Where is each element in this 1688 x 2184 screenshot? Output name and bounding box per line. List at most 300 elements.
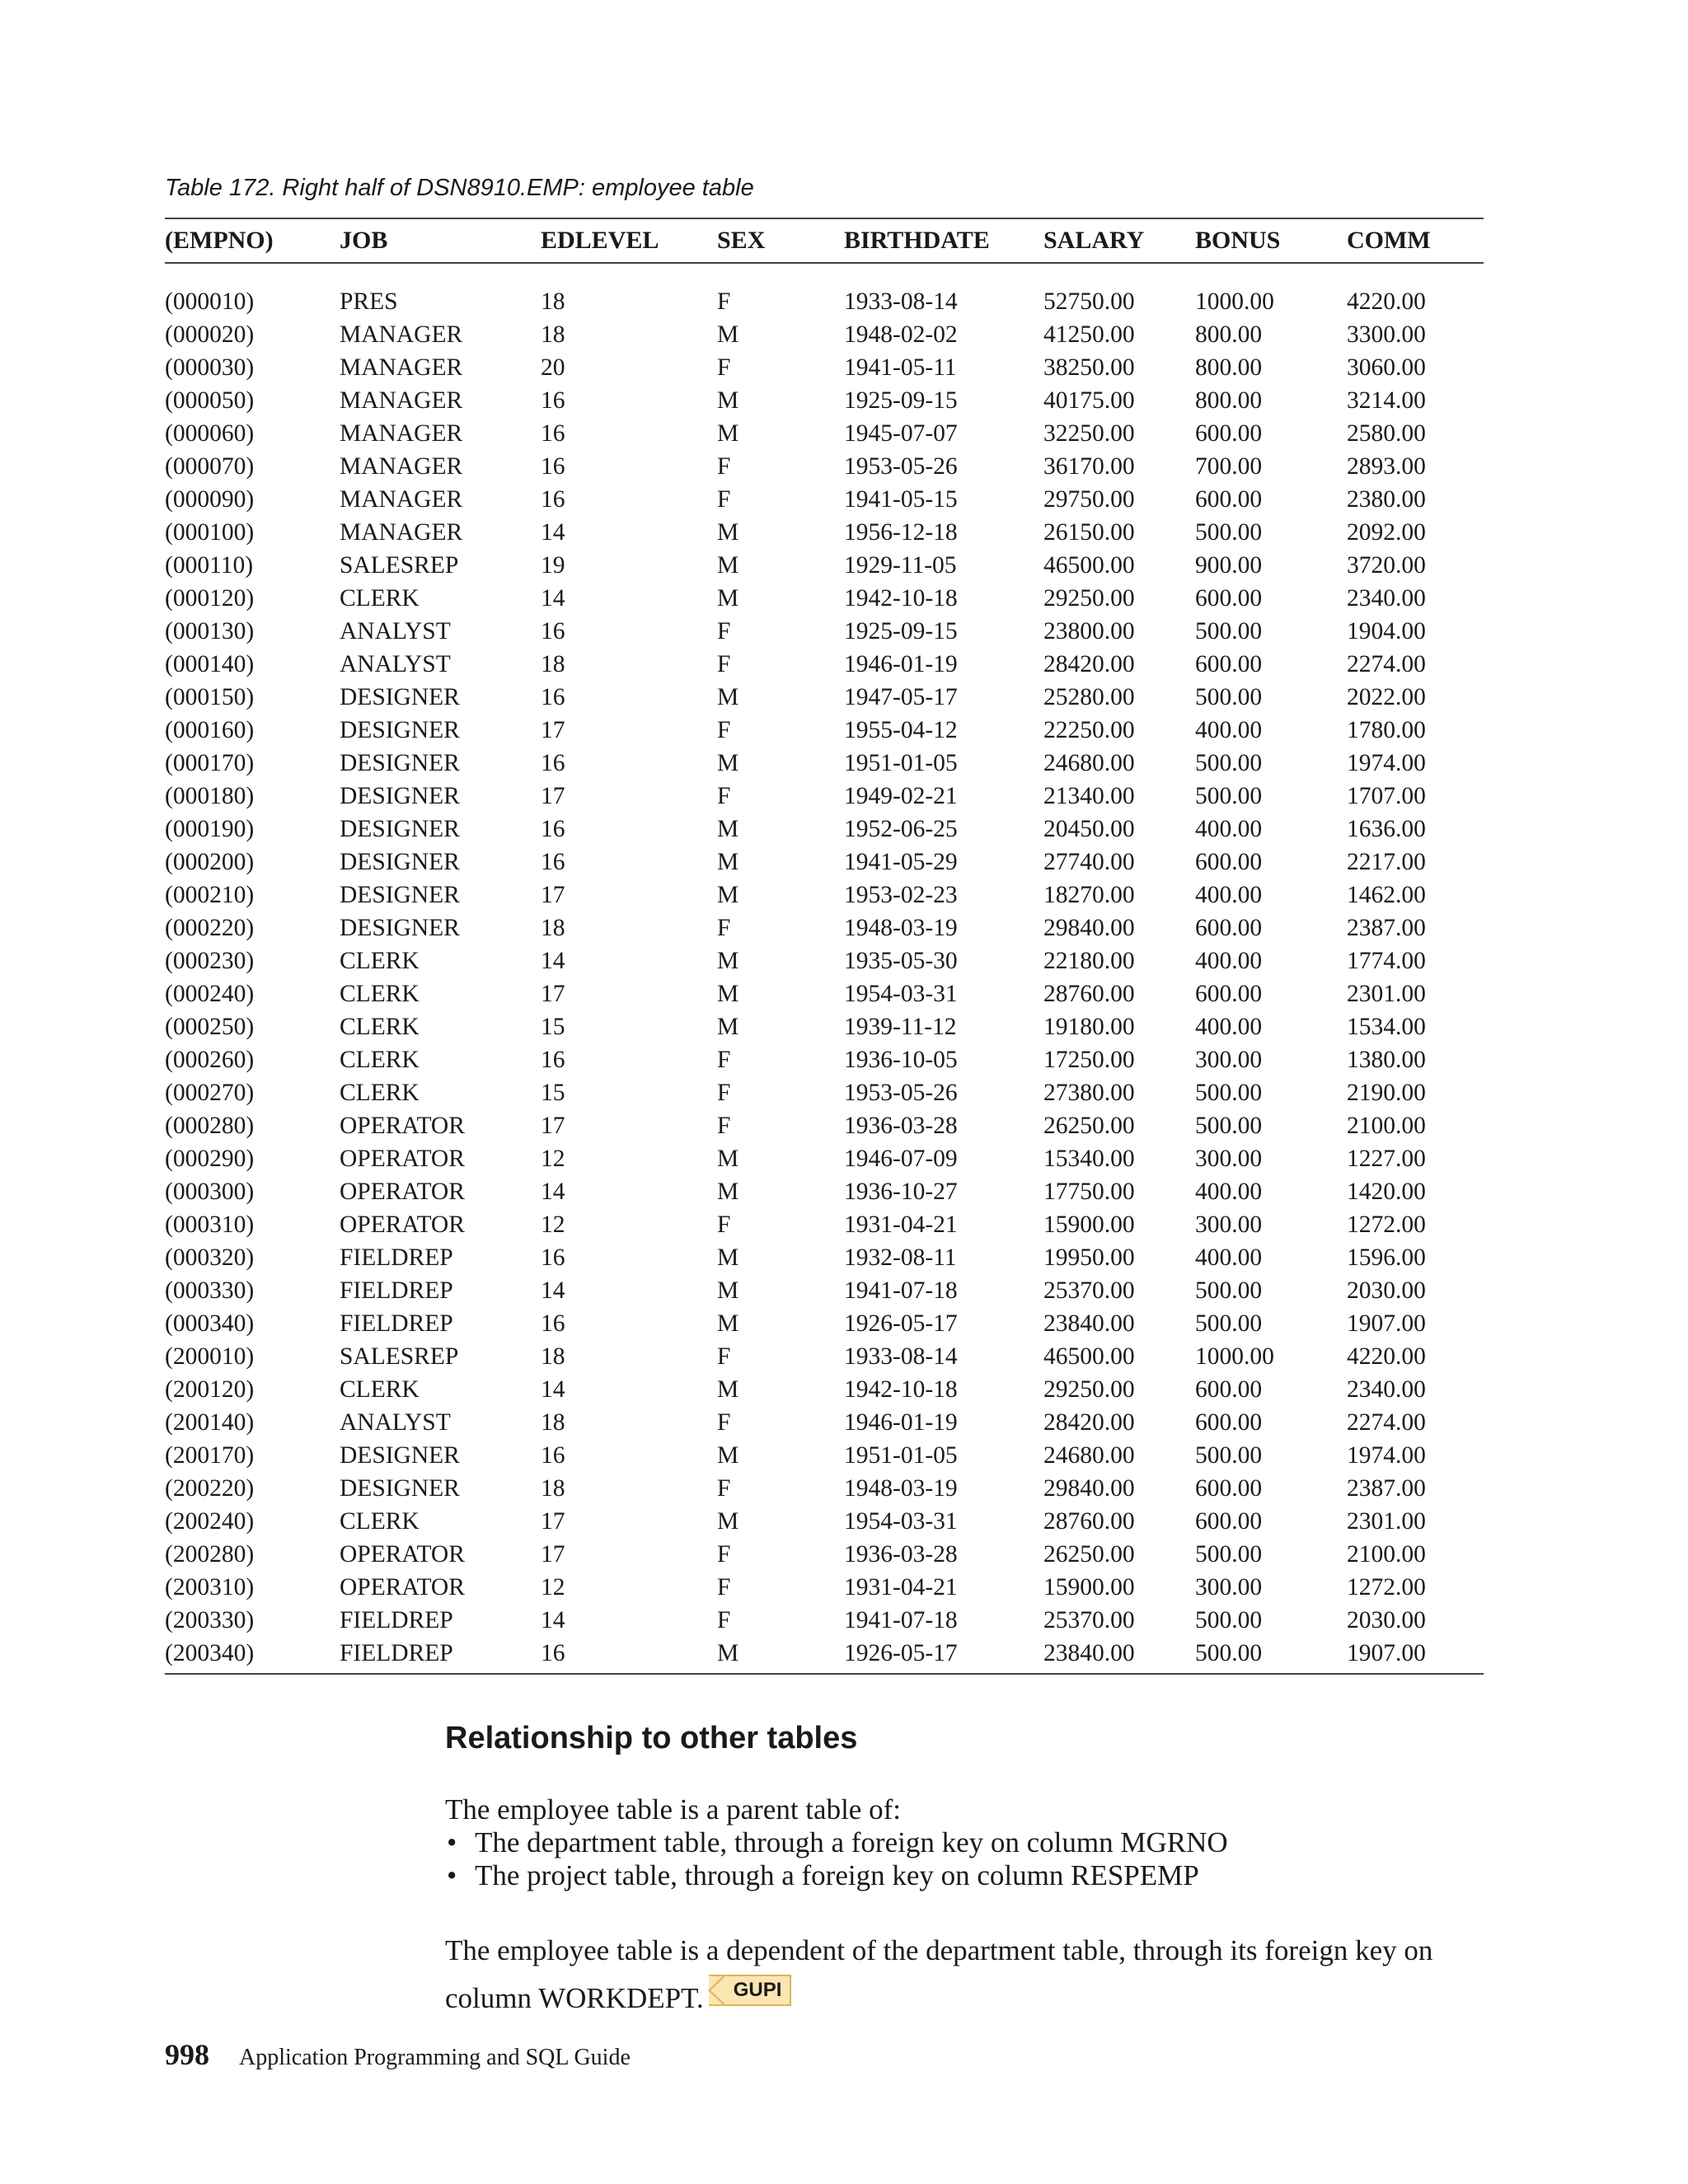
table-cell: OPERATOR: [340, 1113, 465, 1139]
table-cell: MANAGER: [340, 387, 463, 414]
table-row: [165, 1109, 1484, 1142]
table-row: [165, 1439, 1484, 1472]
table-row: [165, 417, 1484, 450]
spacer-cell: [165, 263, 1484, 285]
table-cell: 600.00: [1195, 915, 1263, 941]
table-cell: M: [717, 816, 739, 842]
table-cell: 600.00: [1195, 1508, 1263, 1535]
table-cell: 16: [541, 486, 565, 513]
table-row: [165, 780, 1484, 813]
column-header: EDLEVEL: [541, 218, 717, 263]
table-cell: (000290): [165, 1146, 255, 1172]
table-cell: 16: [541, 1310, 565, 1337]
table-spacer-row: [165, 263, 1484, 285]
table-row: [165, 1637, 1484, 1674]
table-cell: M: [717, 519, 739, 546]
table-cell: 1941-05-15: [844, 486, 958, 513]
list-item-text: The department table, through a foreign key on column MGRNO: [475, 1826, 1228, 1858]
table-cell: 24680.00: [1043, 750, 1135, 776]
table-cell: 1707.00: [1347, 783, 1426, 809]
table-row: [165, 549, 1484, 582]
table-cell: DESIGNER: [340, 915, 460, 941]
table-cell: 1931-04-21: [844, 1574, 958, 1601]
table-cell: 1000.00: [1195, 288, 1274, 315]
table-cell: 19950.00: [1043, 1244, 1135, 1271]
table-cell: 1936-10-27: [844, 1179, 958, 1205]
table-cell: 15900.00: [1043, 1212, 1135, 1238]
table-row: [165, 1406, 1484, 1439]
table-cell: MANAGER: [340, 453, 463, 480]
table-cell: 41250.00: [1043, 321, 1135, 348]
table-cell: 14: [541, 1179, 565, 1205]
table-cell: F: [717, 288, 731, 315]
table-cell: DESIGNER: [340, 1442, 460, 1469]
table-cell: 1974.00: [1347, 1442, 1426, 1469]
table-row: [165, 1142, 1484, 1175]
table-cell: 600.00: [1195, 1376, 1263, 1403]
book-title: Application Programming and SQL Guide: [239, 2045, 631, 2070]
table-cell: 1951-01-05: [844, 1442, 958, 1469]
table-row: [165, 1571, 1484, 1604]
table-cell: 16: [541, 816, 565, 842]
table-cell: 27380.00: [1043, 1080, 1135, 1106]
table-row: [165, 1208, 1484, 1241]
table-cell: 29750.00: [1043, 486, 1135, 513]
table-cell: 400.00: [1195, 1244, 1263, 1271]
table-cell: 800.00: [1195, 354, 1263, 381]
table-cell: 17: [541, 981, 565, 1007]
table-cell: M: [717, 1637, 844, 1674]
table-cell: 400.00: [1195, 717, 1263, 743]
table-cell: (000250): [165, 1014, 255, 1040]
table-cell: 16: [541, 849, 565, 875]
table-cell: 1941-05-11: [844, 354, 957, 381]
table-cell: F: [717, 651, 731, 677]
table-cell: 1926-05-17: [844, 1310, 958, 1337]
table-cell: 19180.00: [1043, 1014, 1135, 1040]
table-row: [165, 285, 1484, 318]
table-cell: 600.00: [1195, 849, 1263, 875]
table-cell: 26250.00: [1043, 1113, 1135, 1139]
table-cell: F: [717, 915, 731, 941]
table-cell: 1956-12-18: [844, 519, 958, 546]
table-row: [165, 1472, 1484, 1505]
table-cell: 500.00: [1195, 1541, 1263, 1568]
table-cell: 3300.00: [1347, 321, 1426, 348]
table-cell: 1636.00: [1347, 816, 1426, 842]
table-cell: (200340): [165, 1637, 340, 1674]
table-cell: 28420.00: [1043, 651, 1135, 677]
table-cell: 27740.00: [1043, 849, 1135, 875]
table-cell: 36170.00: [1043, 453, 1135, 480]
table-cell: 1907.00: [1347, 1310, 1426, 1337]
table-cell: 14: [541, 1277, 565, 1304]
table-cell: (000280): [165, 1113, 255, 1139]
table-cell: 25370.00: [1043, 1607, 1135, 1633]
table-cell: OPERATOR: [340, 1574, 465, 1601]
table-cell: 1954-03-31: [844, 1508, 958, 1535]
table-cell: M: [717, 849, 739, 875]
table-cell: 500.00: [1195, 1637, 1347, 1674]
table-cell: M: [717, 1014, 739, 1040]
table-cell: PRES: [340, 288, 398, 315]
table-cell: 12: [541, 1574, 565, 1601]
table-cell: 18: [541, 1343, 565, 1370]
table-cell: 18: [541, 1409, 565, 1436]
table-cell: DESIGNER: [340, 783, 460, 809]
table-cell: 4220.00: [1347, 1343, 1426, 1370]
table-cell: (000020): [165, 321, 255, 348]
table-cell: 24680.00: [1043, 1442, 1135, 1469]
table-cell: (200170): [165, 1442, 255, 1469]
table-cell: 25370.00: [1043, 1277, 1135, 1304]
table-cell: 38250.00: [1043, 354, 1135, 381]
table-row: [165, 648, 1484, 681]
table-cell: FIELDREP: [340, 1637, 541, 1674]
table-cell: (000160): [165, 717, 255, 743]
table-cell: 1946-07-09: [844, 1146, 958, 1172]
table-cell: (000340): [165, 1310, 255, 1337]
table-row: [165, 977, 1484, 1010]
table-cell: 2580.00: [1347, 420, 1426, 447]
table-cell: 18270.00: [1043, 882, 1135, 908]
table-cell: 400.00: [1195, 816, 1263, 842]
table-cell: 17: [541, 882, 565, 908]
table-cell: 1907.00: [1347, 1637, 1484, 1674]
table-row: [165, 516, 1484, 549]
table-cell: 28760.00: [1043, 981, 1135, 1007]
table-cell: 2030.00: [1347, 1277, 1426, 1304]
table-cell: 2100.00: [1347, 1113, 1426, 1139]
table-cell: (000070): [165, 453, 255, 480]
table-row: [165, 351, 1484, 384]
table-cell: 600.00: [1195, 486, 1263, 513]
table-cell: 4220.00: [1347, 288, 1426, 315]
table-cell: 16: [541, 684, 565, 710]
table-cell: 500.00: [1195, 1080, 1263, 1106]
table-cell: 700.00: [1195, 453, 1263, 480]
table-cell: 23840.00: [1043, 1637, 1195, 1674]
employee-table: [165, 218, 1484, 1675]
table-cell: DESIGNER: [340, 684, 460, 710]
table-cell: DESIGNER: [340, 816, 460, 842]
table-cell: (000300): [165, 1179, 255, 1205]
table-cell: 16: [541, 750, 565, 776]
table-cell: ANALYST: [340, 618, 451, 644]
table-cell: M: [717, 1310, 739, 1337]
table-cell: M: [717, 1244, 739, 1271]
table-cell: F: [717, 486, 731, 513]
table-cell: 500.00: [1195, 783, 1263, 809]
table-cell: 15340.00: [1043, 1146, 1135, 1172]
list-item: [445, 1826, 1228, 1859]
table-cell: 600.00: [1195, 1475, 1263, 1502]
table-cell: (200310): [165, 1574, 255, 1601]
table-cell: (000200): [165, 849, 255, 875]
table-cell: 17750.00: [1043, 1179, 1135, 1205]
table-cell: 1942-10-18: [844, 585, 958, 612]
table-cell: 1936-03-28: [844, 1541, 958, 1568]
table-cell: 1420.00: [1347, 1179, 1426, 1205]
column-header: BONUS: [1195, 218, 1347, 263]
table-cell: CLERK: [340, 585, 420, 612]
table-row: [165, 1373, 1484, 1406]
table-cell: (000230): [165, 948, 255, 974]
bullet-icon: •: [447, 1859, 457, 1891]
table-cell: 1949-02-21: [844, 783, 958, 809]
table-header-row: [165, 218, 1484, 263]
table-row: [165, 747, 1484, 780]
table-cell: F: [717, 1607, 731, 1633]
table-row: [165, 384, 1484, 417]
table-cell: 1953-05-26: [844, 453, 958, 480]
table-cell: F: [717, 1113, 731, 1139]
gupi-marker-icon: [709, 1975, 792, 2006]
dependent-text: The employee table is a dependent of the department table, through its foreign key on column WORKDEPT.: [445, 1934, 1433, 2014]
table-cell: DESIGNER: [340, 882, 460, 908]
table-row: [165, 813, 1484, 846]
table-cell: 23800.00: [1043, 618, 1135, 644]
table-cell: 14: [541, 585, 565, 612]
table-cell: 1936-03-28: [844, 1113, 958, 1139]
table-cell: 1948-03-19: [844, 1475, 958, 1502]
table-cell: 1931-04-21: [844, 1212, 958, 1238]
table-caption: Table 172. Right half of DSN8910.EMP: employee table: [165, 175, 754, 201]
table-cell: 1974.00: [1347, 750, 1426, 776]
table-row: [165, 1274, 1484, 1307]
table-cell: FIELDREP: [340, 1607, 453, 1633]
table-cell: (000330): [165, 1277, 255, 1304]
column-header: (EMPNO): [165, 218, 340, 263]
table-cell: 1380.00: [1347, 1047, 1426, 1073]
table-cell: 12: [541, 1146, 565, 1172]
column-header: BIRTHDATE: [844, 218, 1043, 263]
table-cell: MANAGER: [340, 420, 463, 447]
table-cell: 400.00: [1195, 948, 1263, 974]
table-cell: 16: [541, 1637, 717, 1674]
table-cell: 17250.00: [1043, 1047, 1135, 1073]
table-cell: 17: [541, 1508, 565, 1535]
table-cell: 1951-01-05: [844, 750, 958, 776]
table-cell: 1955-04-12: [844, 717, 958, 743]
table-cell: CLERK: [340, 1376, 420, 1403]
table-cell: DESIGNER: [340, 849, 460, 875]
table-cell: (200220): [165, 1475, 255, 1502]
table-cell: M: [717, 1179, 739, 1205]
table-cell: 1933-08-14: [844, 288, 958, 315]
table-row: [165, 1043, 1484, 1076]
table-cell: 2092.00: [1347, 519, 1426, 546]
table-cell: 2274.00: [1347, 651, 1426, 677]
table-cell: 46500.00: [1043, 552, 1135, 579]
table-cell: 1935-05-30: [844, 948, 958, 974]
table-cell: 16: [541, 420, 565, 447]
table-cell: 22250.00: [1043, 717, 1135, 743]
dependent-paragraph: [445, 1927, 1492, 2022]
table-cell: 1942-10-18: [844, 1376, 958, 1403]
table-cell: 1227.00: [1347, 1146, 1426, 1172]
table-cell: (200120): [165, 1376, 255, 1403]
table-cell: 3060.00: [1347, 354, 1426, 381]
table-cell: (000010): [165, 288, 255, 315]
table-cell: M: [717, 1442, 739, 1469]
table-cell: (000210): [165, 882, 255, 908]
table-cell: M: [717, 1146, 739, 1172]
table-cell: 500.00: [1195, 1607, 1263, 1633]
table-cell: 400.00: [1195, 1014, 1263, 1040]
table-cell: 2190.00: [1347, 1080, 1426, 1106]
table-cell: 500.00: [1195, 750, 1263, 776]
table-cell: 20450.00: [1043, 816, 1135, 842]
table-cell: CLERK: [340, 1080, 420, 1106]
table-cell: 2387.00: [1347, 1475, 1426, 1502]
table-cell: 16: [541, 1442, 565, 1469]
table-cell: 15: [541, 1080, 565, 1106]
table-cell: MANAGER: [340, 321, 463, 348]
table-cell: 1941-05-29: [844, 849, 958, 875]
table-cell: (000240): [165, 981, 255, 1007]
table-cell: F: [717, 1080, 731, 1106]
table-cell: 23840.00: [1043, 1310, 1135, 1337]
table-cell: 19: [541, 552, 565, 579]
employee-table-container: [165, 218, 1484, 1675]
table-cell: F: [717, 1409, 731, 1436]
table-cell: 1945-07-07: [844, 420, 958, 447]
column-header: COMM: [1347, 218, 1484, 263]
table-cell: OPERATOR: [340, 1179, 465, 1205]
table-cell: 17: [541, 717, 565, 743]
list-item: [445, 1859, 1228, 1892]
table-cell: M: [717, 750, 739, 776]
table-cell: 1596.00: [1347, 1244, 1426, 1271]
table-row: [165, 1241, 1484, 1274]
table-cell: 16: [541, 453, 565, 480]
table-row: [165, 879, 1484, 912]
table-cell: 18: [541, 288, 565, 315]
table-cell: 20: [541, 354, 565, 381]
table-cell: (200010): [165, 1343, 255, 1370]
table-cell: F: [717, 783, 731, 809]
table-cell: 25280.00: [1043, 684, 1135, 710]
table-cell: 1933-08-14: [844, 1343, 958, 1370]
table-cell: (200240): [165, 1508, 255, 1535]
table-cell: SALESREP: [340, 1343, 459, 1370]
table-cell: 17: [541, 783, 565, 809]
gupi-label: GUPI: [733, 1979, 782, 2001]
table-row: [165, 1010, 1484, 1043]
table-row: [165, 582, 1484, 615]
table-cell: 500.00: [1195, 1442, 1263, 1469]
table-row: [165, 1175, 1484, 1208]
table-cell: ANALYST: [340, 1409, 451, 1436]
table-cell: (000140): [165, 651, 255, 677]
table-cell: MANAGER: [340, 486, 463, 513]
table-cell: (000090): [165, 486, 255, 513]
table-cell: 2100.00: [1347, 1541, 1426, 1568]
table-cell: 1462.00: [1347, 882, 1426, 908]
table-cell: (000120): [165, 585, 255, 612]
table-cell: 300.00: [1195, 1212, 1263, 1238]
table-cell: 1953-02-23: [844, 882, 958, 908]
table-cell: M: [717, 948, 739, 974]
table-body: [165, 263, 1484, 1674]
table-cell: 1932-08-11: [844, 1244, 957, 1271]
table-cell: (000130): [165, 618, 255, 644]
table-cell: 600.00: [1195, 651, 1263, 677]
table-row: [165, 1076, 1484, 1109]
table-cell: 29840.00: [1043, 915, 1135, 941]
table-cell: 2387.00: [1347, 915, 1426, 941]
table-cell: 26250.00: [1043, 1541, 1135, 1568]
table-cell: 29250.00: [1043, 585, 1135, 612]
table-cell: M: [717, 387, 739, 414]
table-cell: 1941-07-18: [844, 1277, 958, 1304]
table-row: [165, 912, 1484, 944]
table-cell: 600.00: [1195, 981, 1263, 1007]
table-cell: (000150): [165, 684, 255, 710]
table-cell: F: [717, 1343, 731, 1370]
table-cell: M: [717, 420, 739, 447]
table-cell: (000320): [165, 1244, 255, 1271]
table-cell: 2030.00: [1347, 1607, 1426, 1633]
table-cell: F: [717, 354, 731, 381]
table-cell: 1926-05-17: [844, 1637, 1043, 1674]
table-cell: M: [717, 1376, 739, 1403]
table-cell: 2340.00: [1347, 1376, 1426, 1403]
table-row: [165, 1307, 1484, 1340]
table-cell: 500.00: [1195, 684, 1263, 710]
table-cell: 29840.00: [1043, 1475, 1135, 1502]
table-cell: F: [717, 1475, 731, 1502]
table-cell: 600.00: [1195, 420, 1263, 447]
table-row: [165, 846, 1484, 879]
table-cell: 2274.00: [1347, 1409, 1426, 1436]
table-cell: OPERATOR: [340, 1146, 465, 1172]
table-cell: 14: [541, 1607, 565, 1633]
table-cell: M: [717, 321, 739, 348]
table-row: [165, 615, 1484, 648]
table-cell: 1936-10-05: [844, 1047, 958, 1073]
table-cell: 16: [541, 618, 565, 644]
table-cell: (000270): [165, 1080, 255, 1106]
table-cell: F: [717, 1212, 731, 1238]
table-cell: F: [717, 453, 731, 480]
table-cell: (000100): [165, 519, 255, 546]
table-cell: OPERATOR: [340, 1541, 465, 1568]
table-cell: 16: [541, 1244, 565, 1271]
table-cell: 500.00: [1195, 618, 1263, 644]
table-cell: F: [717, 1047, 731, 1073]
table-cell: CLERK: [340, 1508, 420, 1535]
table-cell: 1948-02-02: [844, 321, 958, 348]
table-cell: 900.00: [1195, 552, 1263, 579]
table-cell: 1780.00: [1347, 717, 1426, 743]
table-cell: M: [717, 684, 739, 710]
table-cell: 40175.00: [1043, 387, 1135, 414]
table-cell: 16: [541, 387, 565, 414]
table-cell: (000310): [165, 1212, 255, 1238]
table-cell: 18: [541, 1475, 565, 1502]
table-cell: 26150.00: [1043, 519, 1135, 546]
column-header: SEX: [717, 218, 844, 263]
table-cell: (000180): [165, 783, 255, 809]
relationship-bullet-list: [445, 1826, 1228, 1892]
table-cell: 21340.00: [1043, 783, 1135, 809]
table-cell: F: [717, 618, 731, 644]
table-cell: 1948-03-19: [844, 915, 958, 941]
table-cell: (000220): [165, 915, 255, 941]
table-row: [165, 681, 1484, 714]
